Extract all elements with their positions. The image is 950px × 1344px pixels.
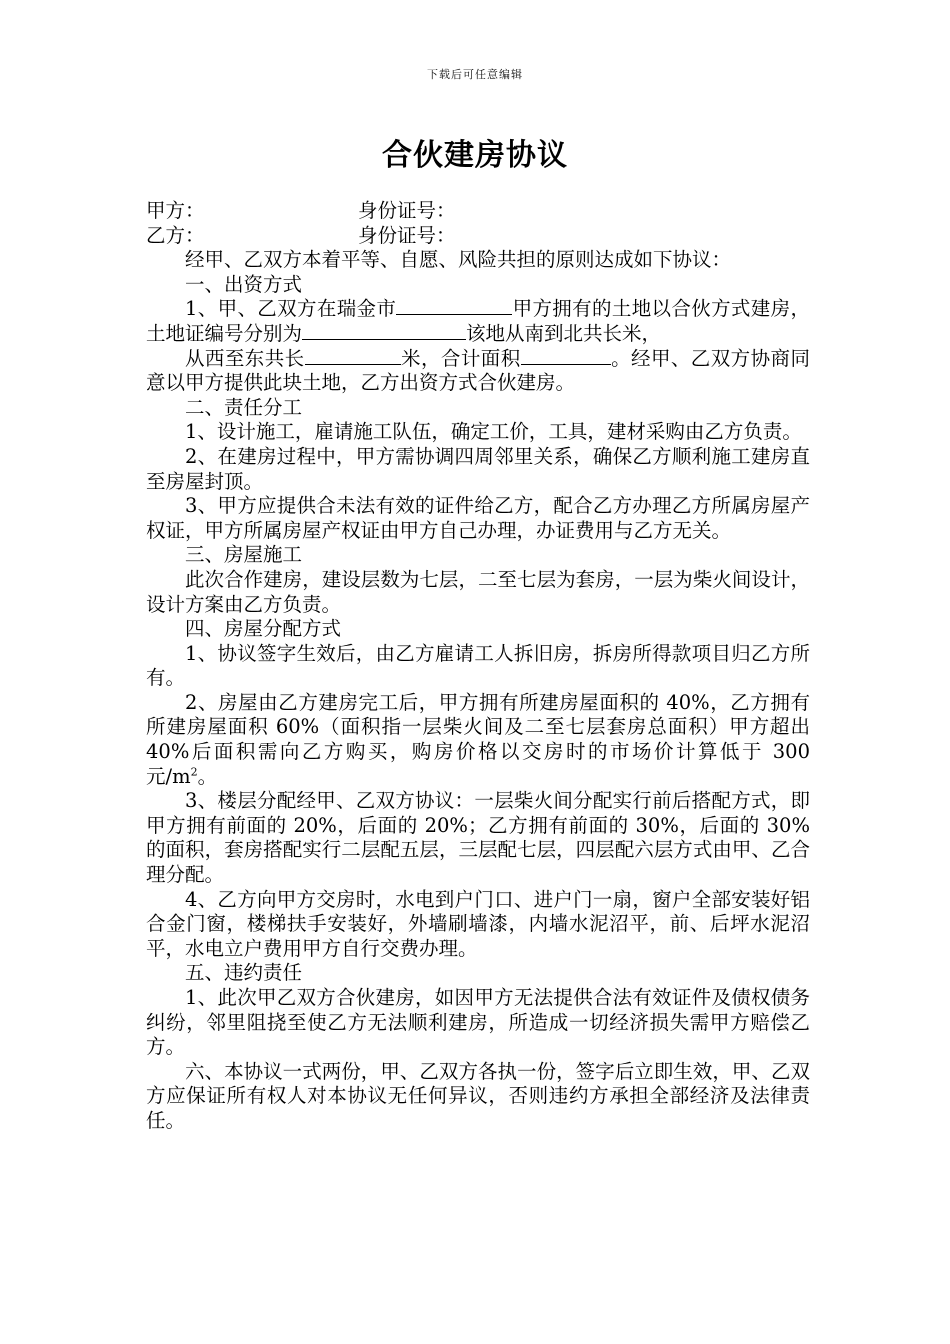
intro-paragraph: 经甲、乙双方本着平等、自愿、风险共担的原则达成如下协议： [185,248,732,272]
text-run: 2、房屋由乙方建房完工后，甲方拥有所建房屋面积的 40%，乙方拥有所建房屋面积 60%（面积指一层柴火间及二至七层套房总面积）甲方超出 40%后面积需向乙方购买，购房价格以交房时的市场价计算低于 300 元/m [146,690,810,788]
section-5-paragraph-1: 1、此次甲乙双方合伙建房，如因甲方无法提供合法有效证件及债权债务纠纷，邻里阻挠至使乙方无法顺利建房，所造成一切经济损失需甲方赔偿乙方。 [146,986,810,1059]
section-1-heading: 一、出资方式 [185,272,303,296]
section-1-paragraph-1 [146,297,810,346]
blank-field-width [305,347,401,365]
text-run: 米，合计面积 [400,346,521,370]
header-note: 下载后可任意编辑 [427,68,523,81]
party-b-line [146,224,810,249]
section-2-paragraph-3: 3、甲方应提供合未法有效的证件给乙方，配合乙方办理乙方所属房屋产权证，甲方所属房屋产权证由甲方自己办理，办证费用与乙方无关。 [146,494,810,542]
section-4-paragraph-1: 1、协议签字生效后，由乙方雇请工人拆旧房，拆房所得款项目归乙方所有。 [146,641,810,690]
party-a-line [146,199,810,224]
text-run: 该地从南到北共长米， [466,321,662,345]
party-b-label: 乙方： [146,223,205,247]
document-body [146,199,810,1134]
text-run: 从西至东共长 [185,346,305,370]
section-2-heading: 二、责任分工 [185,395,303,419]
section-4-paragraph-2 [146,691,810,789]
superscript: 2 [190,765,198,779]
party-a-id-label: 身份证号： [358,199,456,222]
section-4-paragraph-4: 4、乙方向甲方交房时，水电到户门口、进户门一扇，窗户全部安装好铝合金门窗，楼梯扶手安装好，外墙刷墙漆，内墙水泥沼平，前、后坪水泥沼平，水电立户费用甲方自行交费办理。 [146,887,810,960]
party-a-label: 甲方： [146,199,205,222]
text-run: 。 [197,764,218,788]
party-b-id-label: 身份证号： [358,223,456,247]
section-2-paragraph-1: 1、设计施工，雇请施工队伍，确定工价，工具，建材采购由乙方负责。 [185,420,802,444]
section-6-paragraph-1: 六、本协议一式两份，甲、乙双方各执一份，签字后立即生效，甲、乙双方应保证所有权人对本协议无任何异议，否则违约方承担全部经济及法律责任。 [146,1059,810,1132]
section-3-heading: 三、房屋施工 [185,543,303,567]
blank-field-land-cert [302,322,466,340]
document-title: 合伙建房协议 [382,138,568,173]
section-4-heading: 四、房屋分配方式 [185,617,342,641]
section-2-paragraph-2: 2、在建房过程中，甲方需协调四周邻里关系，确保乙方顺利施工建房直至房屋封顶。 [146,444,810,493]
section-3-paragraph-1: 此次合作建房，建设层数为七层，二至七层为套房，一层为柴火间设计，设计方案由乙方负责。 [146,567,810,616]
section-5-heading: 五、违约责任 [185,961,303,985]
text-run: 甲方拥有的土地以合伙方式建房，土地证编号分别为 [146,297,810,345]
section-4-paragraph-3: 3、楼层分配经甲、乙双方协议：一层柴火间分配实行前后搭配方式，即甲方拥有前面的 20%，后面的 20%；乙方拥有前面的 30%，后面的 30%的面积，套房搭配实行二层配五层，三层配七层，四层配六层方式由甲、乙合理分配。 [146,789,810,887]
text-run: 。经甲、乙双方协商同意以甲方提供此块土地，乙方出资方式合伙建房。 [146,346,810,395]
blank-field-area [521,347,611,365]
text-run: 1、甲、乙双方在瑞金市 [185,297,397,321]
blank-field-location [396,297,512,315]
section-1-paragraph-2 [146,347,810,396]
